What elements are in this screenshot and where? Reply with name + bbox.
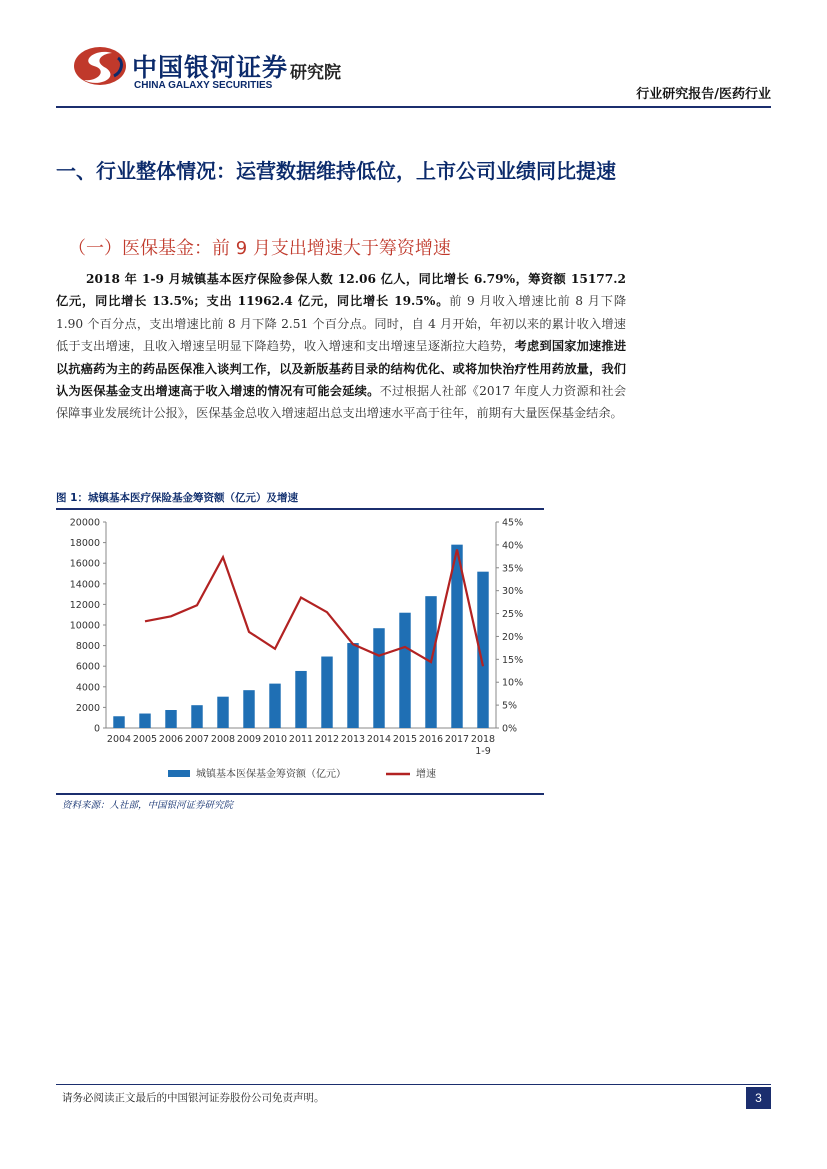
legend-bar-swatch (168, 770, 190, 777)
x-tick-label: 2011 (288, 734, 314, 745)
legend-bar-label: 城镇基本医保基金筹资额（亿元） (196, 769, 346, 780)
left-tick-label: 10000 (69, 620, 100, 632)
footer-disclaimer: 请务必阅读正文最后的中国银河证券股份公司免责声明。 (62, 1092, 325, 1104)
bar-2006 (165, 710, 176, 728)
bar-2012 (321, 657, 332, 728)
right-tick-label: 25% (502, 609, 524, 621)
right-tick-label: 0% (502, 723, 518, 735)
right-tick-label: 35% (502, 563, 524, 575)
footer-divider (56, 1084, 771, 1085)
right-tick-label: 40% (502, 540, 524, 552)
para-sentence-2: 前 9 月收入增速比前 8 月下降 1.90 个百分点，支出增速比前 8 月下降 2.51 个百分点。同时，自 4 月开始，年初以来的累计收入增速低于支出增速，且收入增速呈明显下降趋势，收入增速和支出增速呈逐渐拉大趋势， (56, 294, 627, 354)
right-tick-label: 45% (502, 517, 524, 529)
right-tick-label: 30% (502, 586, 524, 598)
bar-2015 (399, 613, 410, 728)
right-tick-label: 5% (502, 700, 518, 712)
bar-2004 (113, 716, 124, 728)
bar-2011 (295, 671, 306, 728)
figure-title: 图 1：城镇基本医疗保险基金筹资额（亿元）及增速 (56, 492, 298, 504)
right-tick-label: 10% (502, 677, 524, 689)
bar-2010 (269, 684, 280, 728)
bar-2014 (373, 628, 384, 728)
galaxy-logo-icon (72, 44, 128, 88)
bar-2008 (217, 697, 228, 728)
page-number: 3 (746, 1087, 771, 1109)
left-tick-label: 6000 (75, 661, 100, 673)
figure-source: 资料来源：人社部，中国银河证券研究院 (62, 800, 234, 811)
logo-english-name: CHINA GALAXY SECURITIES (134, 80, 273, 91)
para-sentence-1: 2018 年 1-9 月城镇基本医疗保险参保人数 12.06 亿人，同比增长 6.79%，筹资额 15177.2 亿元，同比增长 13.5%；支出 11962.4 亿元，同比增长 19.5%。 (56, 272, 626, 309)
right-tick-label: 20% (502, 631, 524, 643)
left-tick-label: 8000 (75, 641, 100, 653)
left-tick-label: 2000 (75, 702, 100, 714)
section-subtitle: （一）医保基金：前 9 月支出增速大于筹资增速 (68, 238, 451, 259)
report-type-label: 行业研究报告/医药行业 (636, 87, 771, 102)
header-divider (56, 106, 771, 108)
fund-revenue-chart (56, 510, 544, 793)
left-tick-label: 20000 (69, 517, 100, 529)
left-tick-label: 12000 (69, 599, 100, 611)
bar-2005 (139, 714, 150, 728)
x-tick-label: 2008 (210, 734, 236, 745)
x-tick-label: 2015 (392, 734, 418, 745)
x-tick-label: 2016 (418, 734, 444, 745)
x-tick-label: 2007 (184, 734, 210, 745)
x-tick-label: 2014 (366, 734, 392, 745)
x-tick-label: 2012 (314, 734, 340, 745)
bar-2009 (243, 690, 254, 728)
x-tick-label: 2006 (158, 734, 184, 745)
left-tick-label: 18000 (69, 538, 100, 550)
x-tick-label: 2013 (340, 734, 366, 745)
body-paragraph (56, 268, 626, 425)
x-tick-label: 2010 (262, 734, 288, 745)
right-tick-label: 15% (502, 654, 524, 666)
logo-chinese-name: 中国银河证券 (132, 53, 289, 82)
left-tick-label: 14000 (69, 579, 100, 591)
institute-label: 研究院 (290, 63, 341, 83)
x-tick-label: 2017 (444, 734, 470, 745)
figure-bottom-rule (56, 793, 544, 795)
bar-2013 (347, 643, 358, 728)
left-tick-label: 16000 (69, 558, 100, 570)
bar-2007 (191, 705, 202, 728)
left-tick-label: 4000 (75, 682, 100, 694)
left-tick-label: 0 (93, 723, 100, 735)
legend-line-label: 增速 (416, 769, 436, 780)
section-title: 一、行业整体情况：运营数据维持低位，上市公司业绩同比提速 (56, 159, 616, 183)
x-tick-label: 2004 (106, 734, 132, 745)
para-sentence-3: 考虑到国家加速推进以抗癌药为主的药品医保准入谈判工作，以及新版基药目录的结构优化、或将加快治疗性用药放量，我们认为医保基金支出增速高于收入增速的情况有可能会延续。 (56, 339, 627, 399)
x-tick-label: 2018 (470, 734, 496, 745)
x-tick-label: 2005 (132, 734, 158, 745)
x-tick-label: 1-9 (475, 746, 491, 757)
para-sentence-4: 不过根据人社部《2017 年度人力资源和社会保障事业发展统计公报》，医保基金总收入增速超出总支出增速水平高于往年，前期有大量医保基金结余。 (56, 384, 627, 421)
x-tick-label: 2009 (236, 734, 262, 745)
